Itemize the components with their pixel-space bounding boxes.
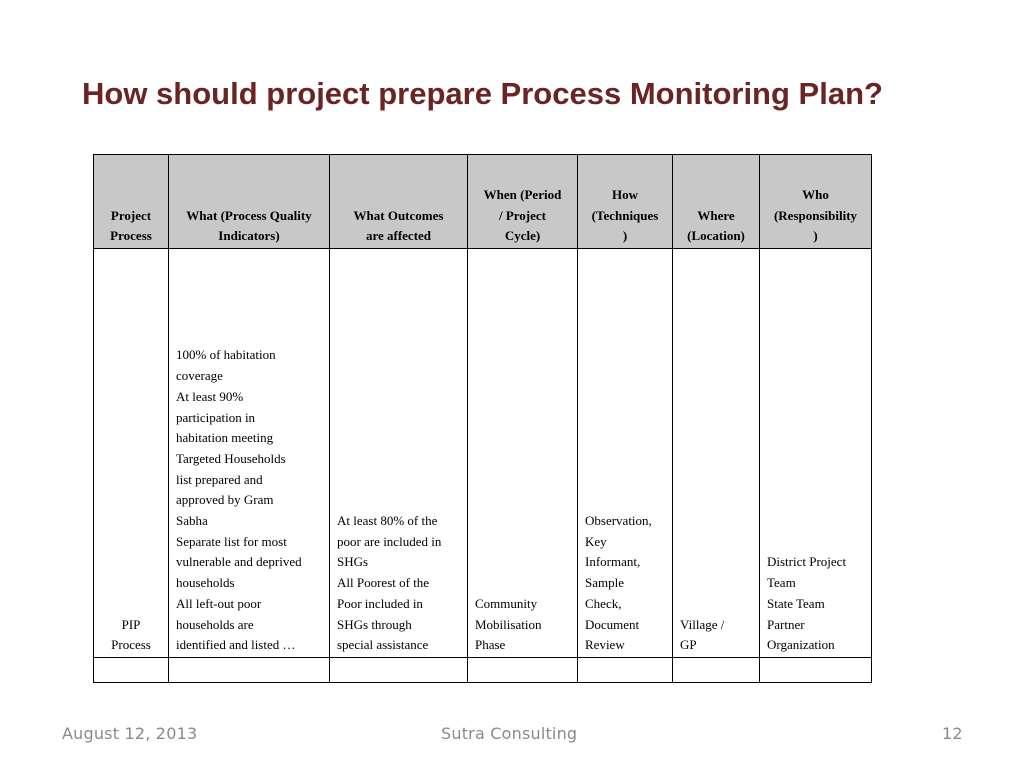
- empty-cell: [468, 658, 578, 683]
- table-cell: Community Mobilisation Phase: [468, 249, 578, 658]
- table-row: [94, 249, 872, 658]
- empty-cell: [169, 658, 330, 683]
- page-number: 12: [942, 724, 963, 743]
- table-header-row: [94, 155, 872, 249]
- header-cell: How (Techniques ): [578, 155, 673, 249]
- table-cell: At least 80% of the poor are included in SHGs All Poorest of the Poor included in SHGs through special assistance: [330, 249, 468, 658]
- empty-table-row: [94, 658, 872, 683]
- footer-date: August 12, 2013: [62, 724, 198, 743]
- empty-cell: [94, 658, 169, 683]
- header-cell: When (Period / Project Cycle): [468, 155, 578, 249]
- empty-cell: [578, 658, 673, 683]
- header-cell: What (Process Quality Indicators): [169, 155, 330, 249]
- empty-cell: [673, 658, 760, 683]
- table-cell: 100% of habitation coverage At least 90% participation in habitation meeting Targeted Households list prepared and approved by Gram Sabha Separate list for most vulnerable and deprived households All left-out poor households are identified and listed …: [169, 249, 330, 658]
- header-cell: Where (Location): [673, 155, 760, 249]
- process-monitoring-plan-table: [93, 154, 872, 683]
- empty-cell: [330, 658, 468, 683]
- table-cell: District Project Team State Team Partner Organization: [760, 249, 872, 658]
- table-cell: PIP Process: [94, 249, 169, 658]
- slide-title: How should project prepare Process Monitoring Plan?: [82, 76, 883, 111]
- header-cell: Project Process: [94, 155, 169, 249]
- empty-cell: [760, 658, 872, 683]
- header-cell: Who (Responsibility ): [760, 155, 872, 249]
- table-cell: Observation, Key Informant, Sample Check, Document Review: [578, 249, 673, 658]
- table-cell: Village / GP: [673, 249, 760, 658]
- footer-company: Sutra Consulting: [441, 724, 578, 743]
- header-cell: What Outcomes are affected: [330, 155, 468, 249]
